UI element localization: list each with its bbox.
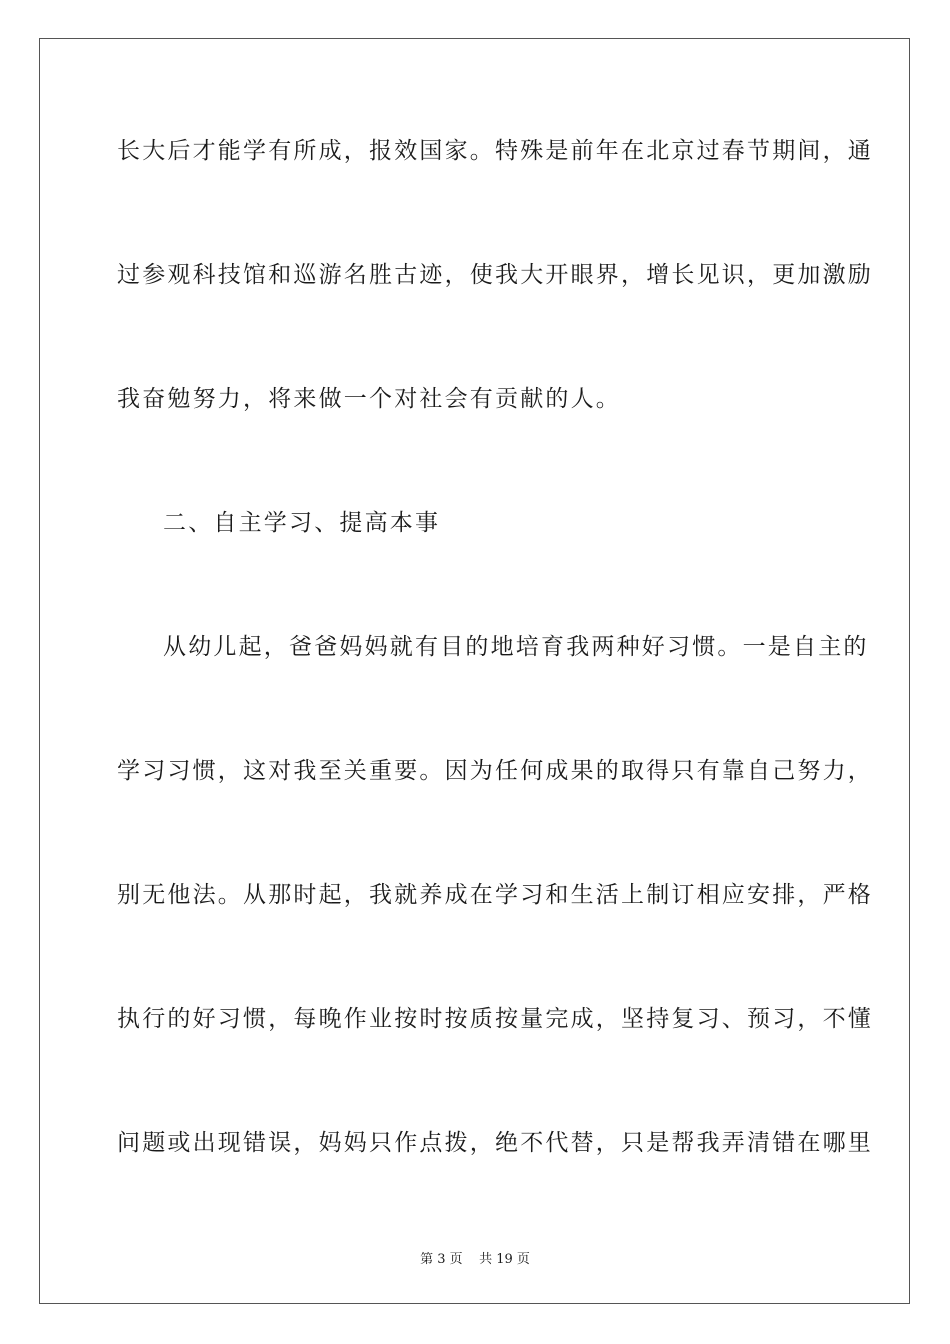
page-number-footer: 第 3 页 共 19 页 [420,1252,530,1267]
body-text-line-2: 过参观科技馆和巡游名胜古迹，使我大开眼界，增长见识，更加激励 [117,262,873,288]
body-text-line-6: 学习习惯，这对我至关重要。因为任何成果的取得只有靠自己努力， [117,758,873,784]
section-heading: 二、自主学习、提高本事 [163,510,441,536]
body-text-line-9: 问题或出现错误，妈妈只作点拨，绝不代替，只是帮我弄清错在哪里 [117,1130,873,1156]
body-text-line-8: 执行的好习惯，每晚作业按时按质按量完成，坚持复习、预习，不懂 [117,1006,873,1032]
body-text-line-1: 长大后才能学有所成，报效国家。特殊是前年在北京过春节期间，通 [117,138,873,164]
page-border [39,38,910,1304]
body-text-line-5: 从幼儿起，爸爸妈妈就有目的地培育我两种好习惯。一是自主的 [163,634,869,660]
body-text-line-3: 我奋勉努力，将来做一个对社会有贡献的人。 [117,386,621,412]
body-text-line-7: 别无他法。从那时起，我就养成在学习和生活上制订相应安排，严格 [117,882,873,908]
